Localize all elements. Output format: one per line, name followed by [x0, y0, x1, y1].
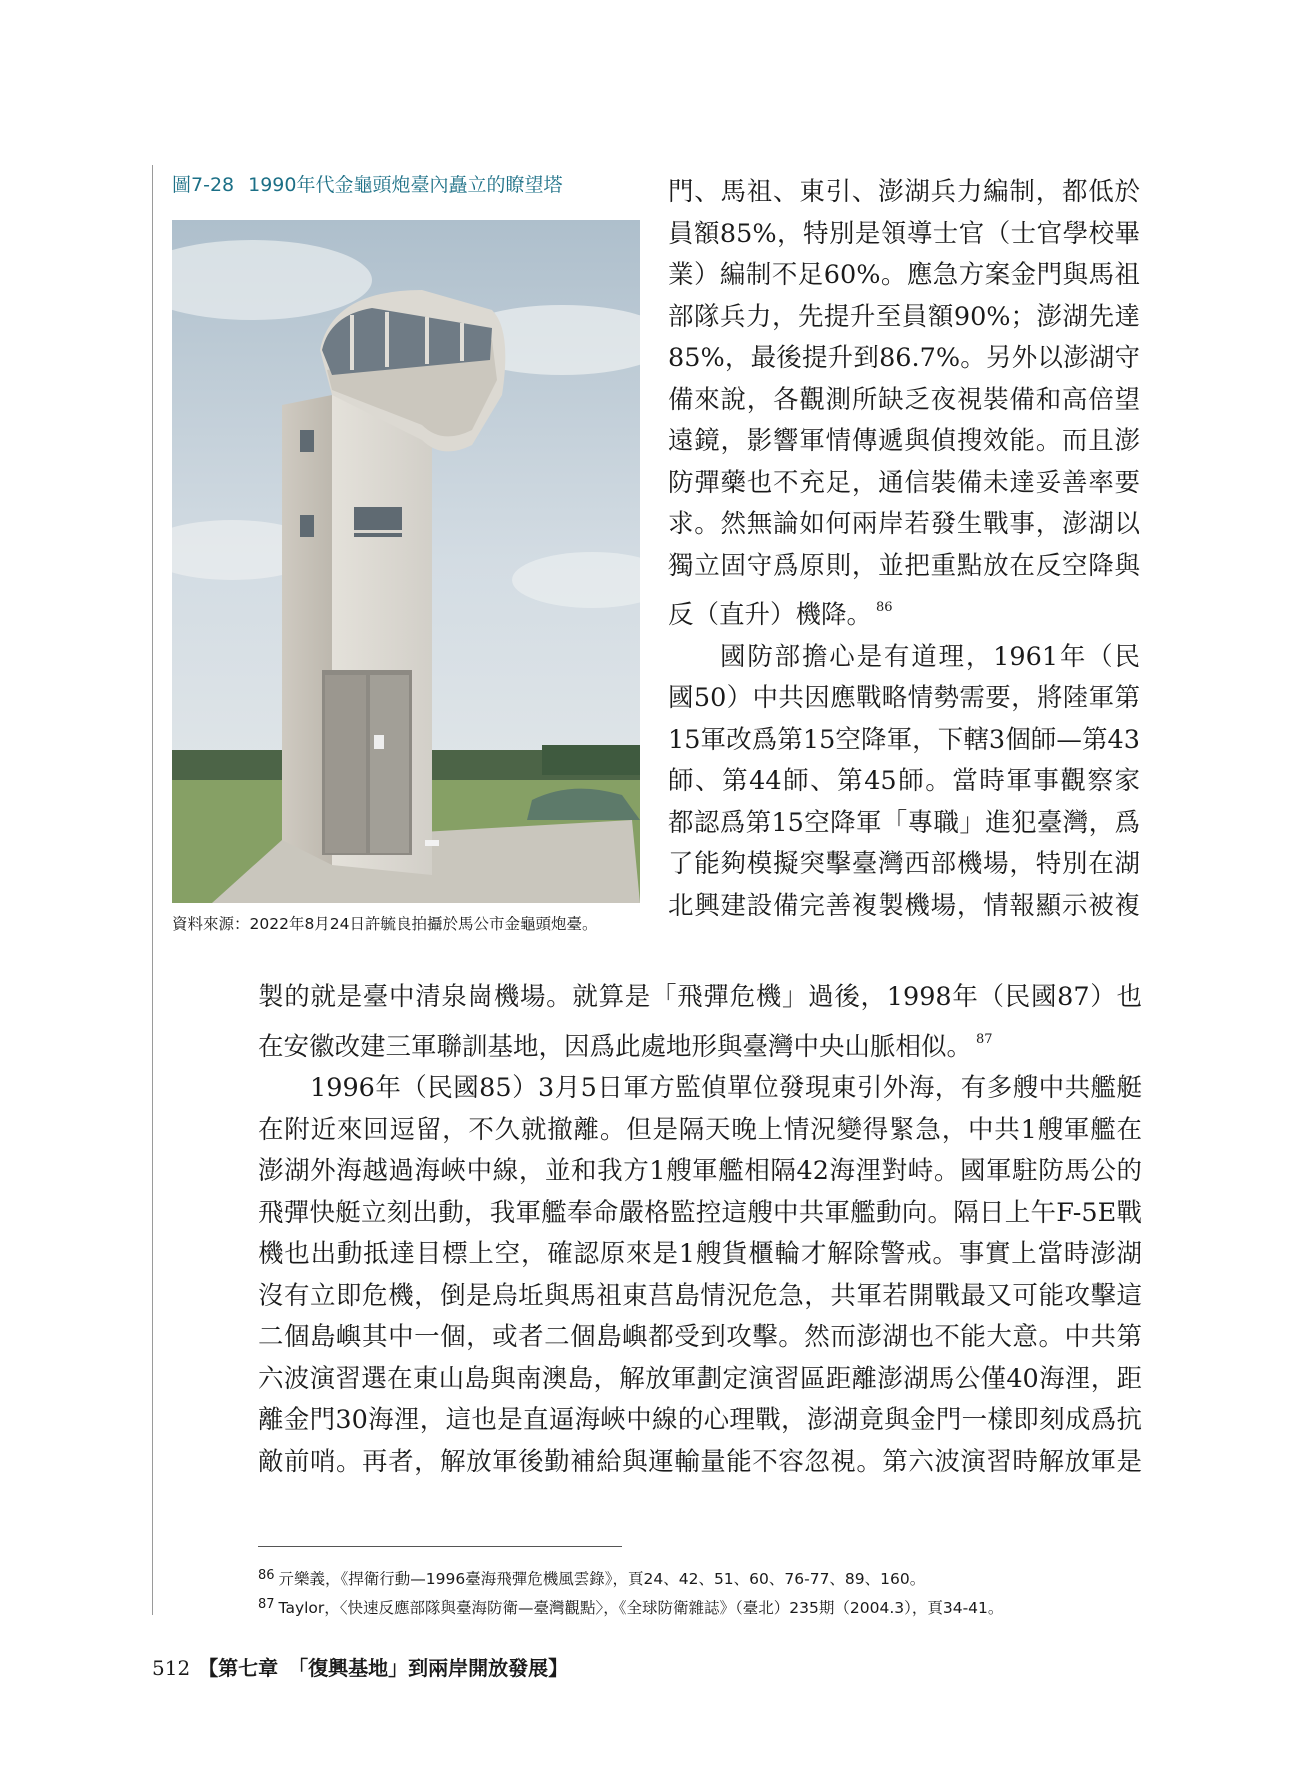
watchtower-photo — [172, 220, 640, 903]
footnote-text: 亓樂義，《捍衛行動—1996臺海飛彈危機風雲錄》，頁24、42、51、60、76-77、89、160。 — [278, 1570, 926, 1588]
footnote-number: 86 — [258, 1568, 275, 1583]
column-line: 85%，最後提升到86.7%。另外以澎湖守 — [668, 343, 1140, 373]
figure-caption-text: 1990年代金龜頭炮臺內矗立的瞭望塔 — [248, 174, 563, 196]
footnote-number: 87 — [258, 1597, 275, 1612]
column-line: 門、馬祖、東引、澎湖兵力編制，都低於 — [668, 177, 1140, 207]
footnote — [258, 1592, 1138, 1621]
column-line-text: 反（直升）機降。 — [668, 600, 873, 630]
body-line — [258, 1019, 1142, 1069]
body-line: 沒有立即危機，倒是烏坵與馬祖東莒島情況危急，共軍若開戰最又可能攻擊這 — [258, 1280, 1142, 1311]
body-line: 離金門30海浬，這也是直逼海峽中線的心理戰，澎湖竟與金門一樣即刻成爲抗 — [258, 1405, 1142, 1435]
column-line: 15軍改爲第15空降軍，下轄3個師—第43 — [668, 724, 1140, 755]
chapter-title: 【第七章 「復興基地」到兩岸開放發展】 — [198, 1656, 569, 1680]
figure-source: 資料來源：2022年8月24日許毓良拍攝於馬公市金龜頭炮臺。 — [172, 915, 598, 933]
footnote-text: Taylor，〈快速反應部隊與臺海防衛—臺灣觀點〉，《全球防衛雜誌》（臺北）235期（2004.3），頁34-41。 — [278, 1599, 1004, 1617]
body-line: 六波演習選在東山島與南澳島，解放軍劃定演習區距離澎湖馬公僅40海浬，距 — [258, 1363, 1142, 1394]
body-line: 飛彈快艇立刻出動，我軍艦奉命嚴格監控這艘中共軍艦動向。隔日上午F-5E戰 — [258, 1197, 1142, 1228]
body-line: 在附近來回逗留，不久就撤離。但是隔天晚上情況變得緊急，中共1艘軍艦在 — [258, 1114, 1142, 1145]
column-line: 遠鏡，影響軍情傳遞與偵搜效能。而且澎 — [668, 426, 1140, 456]
margin-rule — [152, 165, 153, 1615]
column-line: 國50）中共因應戰略情勢需要，將陸軍第 — [668, 683, 1140, 713]
footnote-divider — [258, 1546, 622, 1547]
body-line: 1996年（民國85）3月5日軍方監偵單位發現東引外海，有多艘中共艦艇 — [310, 1073, 1142, 1103]
figure-number: 圖7-28 — [172, 174, 235, 196]
footnote — [258, 1563, 1138, 1592]
footnotes — [258, 1563, 1138, 1621]
footnote-ref: 86 — [876, 600, 893, 615]
body-line: 製的就是臺中清泉崗機場。就算是「飛彈危機」過後，1998年（民國87）也 — [258, 982, 1142, 1012]
column-line: 求。然無論如何兩岸若發生戰事，澎湖以 — [668, 509, 1140, 539]
column-line: 部隊兵力，先提升至員額90%；澎湖先達 — [668, 301, 1140, 332]
body-text — [258, 977, 1142, 1483]
page-number: 512 — [152, 1656, 191, 1680]
column-text — [668, 172, 1140, 927]
column-line: 備來說，各觀測所缺乏夜視裝備和高倍望 — [668, 384, 1140, 415]
column-line: 防彈藥也不充足，通信裝備未達妥善率要 — [668, 467, 1140, 498]
column-line — [668, 587, 1140, 637]
column-line: 國防部擔心是有道理，1961年（民 — [720, 641, 1140, 672]
body-line: 二個島嶼其中一個，或者二個島嶼都受到攻擊。然而澎湖也不能大意。中共第 — [258, 1322, 1142, 1352]
column-line: 了能夠模擬突擊臺灣西部機場，特別在湖 — [668, 849, 1140, 879]
column-line: 業）編制不足60%。應急方案金門與馬祖 — [668, 260, 1140, 290]
body-line-text: 在安徽改建三軍聯訓基地，因爲此處地形與臺灣中央山脈相似。 — [258, 1031, 973, 1062]
footnote-ref: 87 — [976, 1031, 993, 1047]
figure-caption — [172, 170, 632, 197]
body-line: 敵前哨。再者，解放軍後勤補給與運輸量能不容忽視。第六波演習時解放軍是 — [258, 1446, 1142, 1477]
body-line: 澎湖外海越過海峽中線，並和我方1艘軍艦相隔42海浬對峙。國軍駐防馬公的 — [258, 1156, 1142, 1186]
column-line: 北興建設備完善複製機場，情報顯示被複 — [668, 890, 1140, 921]
column-line: 員額85%，特別是領導士官（士官學校畢 — [668, 218, 1140, 249]
column-line: 都認爲第15空降軍「專職」進犯臺灣，爲 — [668, 807, 1140, 838]
column-line: 師、第44師、第45師。當時軍事觀察家 — [668, 766, 1140, 796]
body-line: 機也出動抵達目標上空，確認原來是1艘貨櫃輪才解除警戒。事實上當時澎湖 — [258, 1239, 1142, 1269]
column-line: 獨立固守爲原則，並把重點放在反空降與 — [668, 550, 1140, 581]
page-footer — [152, 1652, 852, 1681]
